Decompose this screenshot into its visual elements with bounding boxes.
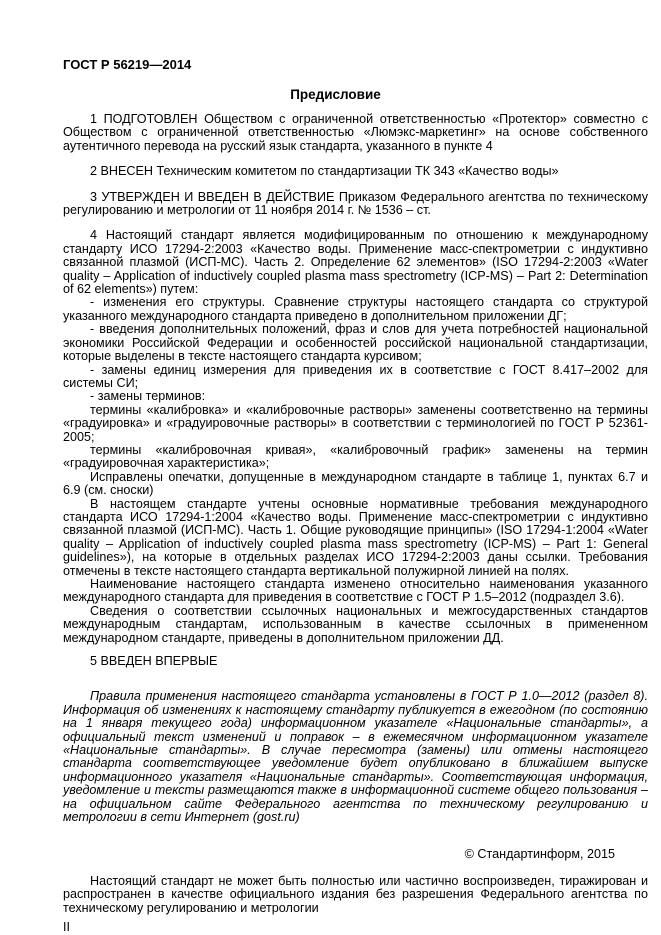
- foreword-item-4-intro: 4 Настоящий стандарт является модифицированным по отношению к международному стандарту ИСО 17294-2:2003 «Качество воды. Применение масс-спектрометрии с индуктивно связанной плазмой (ИСП-МС). Часть 2. Определение 62 элементов» (ISO 17294-2:2003 «Water quality – Application of inductively coupled plasma mass spectrometry (ICP-MS) – Part 2: Determination of 62 elements») путем:: [63, 228, 648, 297]
- page-title: Предисловие: [290, 87, 381, 102]
- application-rules-note: Правила применения настоящего стандарта установлены в ГОСТ Р 1.0—2012 (раздел 8). Информация об изменениях к настоящему стандарту публикуется в ежегодном (по состоянию на 1 января текущего года) информационном указателе «Национальные стандарты», а официальный текст изменений и поправок – в ежемесячном информационном указателе «Национальные стандарты». В случае пересмотра (замены) или отмены настоящего стандарта соответствующее уведомление будет опубликовано в ближайшем выпуске информационного указателя «Национальные стандарты». Соответствующая информация, уведомление и тексты размещаются также в информационной системе общего пользования – на официальном сайте Федерального агентства по техническому регулированию и метрологии в сети Интернет (gost.ru): [63, 689, 648, 825]
- foreword-item-4-detail-iso17294-1: В настоящем стандарте учтены основные нормативные требования международного стандарта ИСО 17294-1:2004 «Качество воды. Применение масс-спектрометрии с индуктивно связанной плазмой (ИСП-МС). Часть 1. Общие руководящие принципы» (ISO 17294-1:2004 «Water quality – Application of inductively coupled plasma mass spectrometry (ICP-MS) – Part 1: General guidelines»), на которые в отдельных разделах ИСО 17294-2:2003 даны ссылки. Требования отмечены в тексте настоящего стандарта вертикальной полужирной линией на полях.: [63, 496, 648, 578]
- foreword-item-4-detail-units: - замены единиц измерения для приведения их в соответствие с ГОСТ 8.417–2002 для системы СИ;: [63, 362, 648, 390]
- foreword-item-5: 5 ВВЕДЕН ВПЕРВЫЕ: [90, 654, 218, 669]
- doc-code: ГОСТ Р 56219—2014: [63, 57, 192, 72]
- page-number: II: [63, 920, 70, 935]
- foreword-item-2: 2 ВНЕСЕН Техническим комитетом по стандартизации ТК 343 «Качество воды»: [90, 164, 559, 179]
- foreword-item-4-detail-references: Сведения о соответствии ссылочных национальных и межгосударственных стандартов международным стандартам, использованным в качестве ссылочных в примененном международном стандарте, приведены в дополнительном приложении ДД.: [63, 603, 648, 645]
- page-content: [63, 58, 648, 935]
- foreword-item-4-detail-additions: - введения дополнительных положений, фраз и слов для учета потребностей национальной экономики Российской Федерации и особенностей российской национальной стандартизации, которые выделены в тексте настоящего стандарта курсивом;: [63, 322, 648, 364]
- copyright-notice: © Стандартинформ, 2015: [464, 846, 615, 861]
- foreword-item-4-detail-typos: Исправлены опечатки, допущенные в международном стандарте в таблице 1, пунктах 6.7 и 6.9 (см. сноски): [63, 469, 648, 498]
- foreword-item-4-detail-terms: - замены терминов:: [90, 389, 206, 404]
- reproduction-restriction: Настоящий стандарт не может быть полностью или частично воспроизведен, тиражирован и распространен в качестве официального издания без разрешения Федерального агентства по техническому регулированию и метрологии: [63, 873, 648, 915]
- foreword-item-1: 1 ПОДГОТОВЛЕН Обществом с ограниченной ответственностью «Протектор» совместно с Обществом с ограниченной ответственностью «Люмэкс-маркетинг» на основе собственного аутентичного перевода на русский язык стандарта, указанного в пункте 4: [63, 112, 648, 153]
- foreword-item-4-detail-name-change: Наименование настоящего стандарта изменено относительно наименования указанного международного стандарта для приведения в соответствие с ГОСТ Р 1.5–2012 (подраздел 3.6).: [63, 577, 648, 605]
- foreword-item-4-detail-structure: - изменения его структуры. Сравнение структуры настоящего стандарта со структурой указанного международного стандарта приведено в дополнительном приложении ДГ;: [63, 295, 648, 323]
- foreword-item-4-detail-calibration-terms: термины «калибровка» и «калибровочные растворы» заменены соответственно на термины «градуировка» и «градуировочные растворы» в соответствии с терминологией по ГОСТ Р 52361-2005;: [63, 402, 648, 444]
- foreword-item-3: 3 УТВЕРЖДЕН И ВВЕДЕН В ДЕЙСТВИЕ Приказом Федерального агентства по техническому регулированию и метрологии от 11 ноября 2014 г. № 1536 – ст.: [63, 189, 648, 218]
- foreword-item-4-detail-curve-terms: термины «калибровочная кривая», «калибровочный график» заменены на термин «градуировочная характеристика»;: [63, 442, 648, 471]
